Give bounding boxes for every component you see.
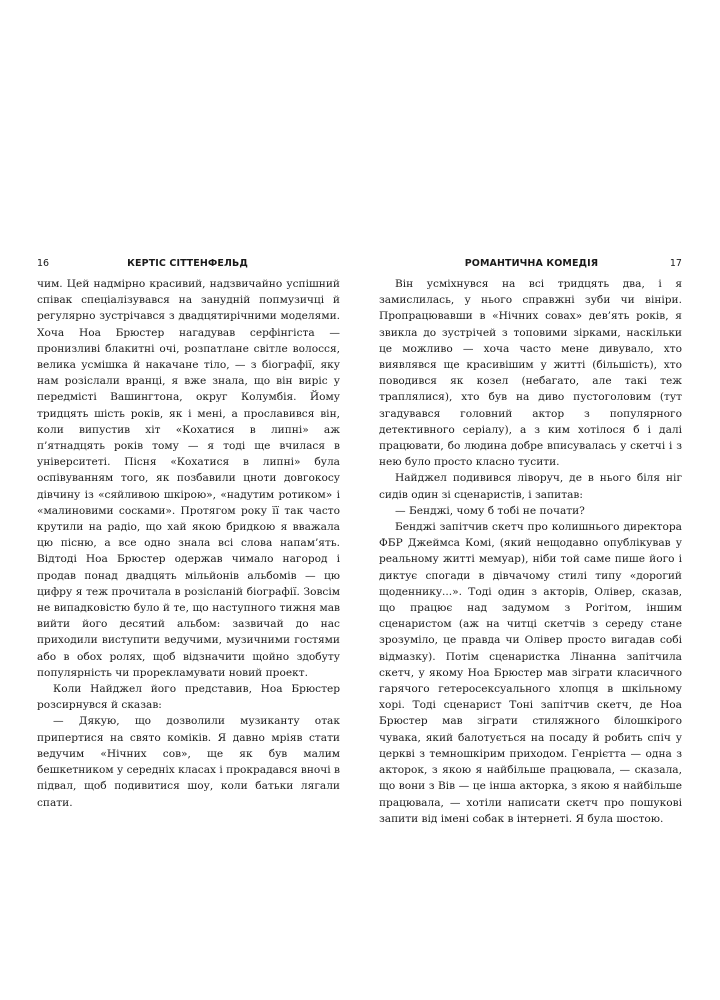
right-running-head: РОМАНТИЧНА КОМЕДІЯ bbox=[464, 258, 599, 269]
left-page-body bbox=[37, 276, 340, 811]
right-page-body bbox=[379, 276, 682, 827]
right-page-header bbox=[379, 258, 682, 270]
right-page-number: 17 bbox=[669, 258, 682, 269]
paragraph: чим. Цей надмірно красивий, надзвичайно успішний співак спеціалізувався на занудній попмузичці й регулярно зустрічався з двадцятирічними моделями. Хоча Ноа Брюстер нагадував серфінгіста — пронизливі блакитні очі, розпатлане світле волосся, велика усмішка й накачане тіло, — з біографії, яку нам розіслали вранці, я вже знала, що він виріс у передмісті Вашингтона, округ Колумбія. Йому тридцять шість років, як і мені, а прославився він, коли випустив хіт «Кохатися в липні» аж п’ятнадцять років тому — я тоді ще вчилася в університеті. Пісня «Кохатися в липні» була оспівуванням того, як позбавили цноти довгокосу дівчину із «сяйливою шкірою», «надутим ротиком» і «малиновими сосками». Протягом року її так часто крутили на радіо, що хай якою бридкою я вважала цю пісню, а все одно знала всі слова напам’ять. Відтоді Ноа Брюстер одержав чимало нагород і продав понад двадцять мільйонів альбомів — цю цифру я теж прочитала в розісланій біографії. Зовсім не випадковістю було й те, що наступного тижня мав вийти його десятий альбом: зазвичай до нас приходили виступити ведучими, музичними гостями або в обох ролях, щоб відзначити щойно здобуту популярність чи прорекламувати новий проект. bbox=[37, 278, 340, 679]
paragraph: Коли Найджел його представив, Ноа Брюстер розсирнувся й сказав: bbox=[37, 683, 340, 712]
paragraph: Він усміхнувся на всі тридцять два, і я замислилась, у нього справжні зуби чи вініри. Пропрацювавши в «Нічних совах» дев’ять років, я звикла до зустрічей з топовими зірками, наскільки це можливо — хоча часто мене дивувало, хто виявлявся ще красивішим у житті (більшість), хто поводився як козел (небагато, але такі теж траплялися), хто був на диво пустоголовим (тут згадувався головний актор з популярного детективного серіалу), а з ким хотілося б і далі працювати, бо людина добре вписувалась у скетчі і з нею було просто класно тусити. bbox=[379, 278, 682, 469]
paragraph: Бенджі запітчив скетч про колишнього директора ФБР Джеймса Комі, (який нещодавно опублікував у реальному житті мемуар), ніби той саме пише його і диктує спогади в дівчачому стилі типу «дорогий щоденнику...». Тоді один з акторів, Олівер, сказав, що працює над задумом з Рогітом, іншим сценаристом (аж на читці скетчів з середу стане зрозуміло, це правда чи Олівер просто вигадав собі відмазку). Потім сценаристка Лінанна запітчила скетч, у якому Ноа Брюстер мав зіграти класичного гарячого гетеросексуального хлопця в шкільному хорі. Тоді сценарист Тоні запітчив скетч, де Ноа Брюстер мав зіграти стиляжного білошкірого чувака, який балотується на посаду й робить спіч у церкві з темношкірим приходом. Генрієтта — одна з акторок, з якою я найбільше працювала, — сказала, що вони з Вів — це інша акторка, з якою я найбільше працювала, — хотіли написати скетч про пошукові запити від імені собак в інтернеті. Я була шостою. bbox=[379, 521, 682, 825]
paragraph: — Дякую, що дозволили музиканту отак припертися на свято коміків. Я давно мріяв стати ведучим «Нічних сов», ще як був малим бешкетником у середніх класах і прокрадався вночі в підвал, щоб подивитися шоу, коли батьки лягали спати. bbox=[37, 715, 341, 809]
left-page bbox=[37, 258, 340, 811]
left-page-number: 16 bbox=[37, 258, 50, 269]
paragraph: — Бенджі, чому б тобі не почати? bbox=[395, 504, 585, 517]
right-page bbox=[379, 258, 682, 827]
left-page-header bbox=[37, 258, 340, 270]
paragraph: Найджел подивився ліворуч, де в нього біля ніг сидів один зі сценаристів, і запитав: bbox=[379, 472, 682, 501]
left-running-head: КЕРТІС СІТТЕНФЕЛЬД bbox=[127, 258, 248, 269]
